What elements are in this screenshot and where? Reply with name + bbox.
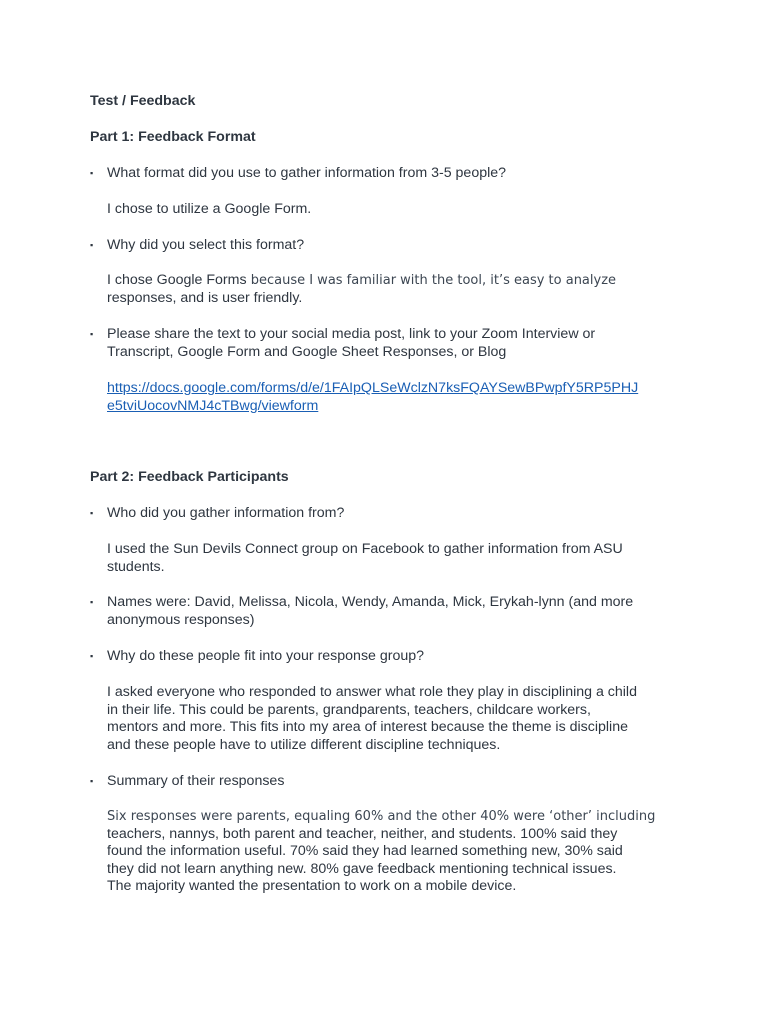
bullet-icon: ▪ xyxy=(90,597,94,607)
part1-question-3 xyxy=(90,326,678,361)
bullet-icon: ▪ xyxy=(90,240,94,250)
part1-question-1 xyxy=(90,165,678,183)
part2-question-4 xyxy=(90,773,678,791)
bullet-icon: ▪ xyxy=(90,508,94,518)
google-form-link[interactable] xyxy=(107,380,678,415)
part1-question-2 xyxy=(90,237,678,255)
question-line: Please share the text to your social media post, link to your Zoom Interview or xyxy=(107,326,596,342)
part2-question-3 xyxy=(90,648,678,666)
document-title: Test / Feedback xyxy=(90,93,196,109)
answer-line: teachers, nannys, both parent and teacher, neither, and students. 100% said they xyxy=(107,825,618,842)
question-text: Why did you select this format? xyxy=(107,237,305,253)
part1-heading: Part 1: Feedback Format xyxy=(90,129,256,145)
bullet-icon: ▪ xyxy=(90,776,94,786)
answer-line: in their life. This could be parents, grandparents, teachers, childcare workers, xyxy=(107,701,591,718)
bullet-icon: ▪ xyxy=(90,651,94,661)
answer-line: I asked everyone who responded to answer what role they play in disciplining a child xyxy=(107,684,637,700)
answer-line xyxy=(107,272,678,290)
part1-answer-2 xyxy=(107,272,678,307)
answer-line: Six responses were parents, equaling 60% and the other 40% were ‘other’ including xyxy=(107,809,656,824)
part2-answer-1 xyxy=(107,541,678,576)
part1-answer-1: I chose to utilize a Google Form. xyxy=(107,201,312,217)
answer-lead: I chose Google Forms xyxy=(107,272,247,288)
answer-line: responses, and is user friendly. xyxy=(107,289,303,306)
names-line: Names were: David, Melissa, Nicola, Wendy, Amanda, Mick, Erykah-lynn (and more xyxy=(107,594,634,610)
bullet-icon: ▪ xyxy=(90,168,94,178)
link-line[interactable]: https://docs.google.com/forms/d/e/1FAIpQLSeWclzN7ksFQAYSewBPwpfY5RP5PHJ xyxy=(107,380,639,396)
part2-answer-3 xyxy=(107,684,678,754)
part2-heading: Part 2: Feedback Participants xyxy=(90,469,289,485)
names-text xyxy=(107,594,678,629)
question-text: Who did you gather information from? xyxy=(107,505,345,521)
question-text: Summary of their responses xyxy=(107,773,285,789)
question-text: What format did you use to gather information from 3-5 people? xyxy=(107,165,507,181)
link-line[interactable]: e5tviUocovNMJ4cTBwg/viewform xyxy=(107,397,319,414)
answer-rest: because I was familiar with the tool, it’s easy to analyze xyxy=(246,273,617,288)
answer-line: mentors and more. This fits into my area of interest because the theme is discipline xyxy=(107,719,628,736)
answer-line: found the information useful. 70% said they had learned something new, 30% said xyxy=(107,843,623,860)
answer-line: The majority wanted the presentation to work on a mobile device. xyxy=(107,878,517,895)
answer-line: and these people have to utilize different discipline techniques. xyxy=(107,736,501,753)
question-text: Why do these people fit into your response group? xyxy=(107,648,425,664)
part2-question-1 xyxy=(90,505,678,523)
answer-line: students. xyxy=(107,558,165,575)
names-line: anonymous responses) xyxy=(107,611,255,628)
question-text xyxy=(107,326,678,361)
answer-line: I used the Sun Devils Connect group on Facebook to gather information from ASU xyxy=(107,541,623,557)
question-line: Transcript, Google Form and Google Sheet Responses, or Blog xyxy=(107,343,507,360)
part2-answer-4 xyxy=(107,808,678,896)
part2-names-item xyxy=(90,594,678,629)
bullet-icon: ▪ xyxy=(90,329,94,339)
answer-line: they did not learn anything new. 80% gave feedback mentioning technical issues. xyxy=(107,860,617,877)
